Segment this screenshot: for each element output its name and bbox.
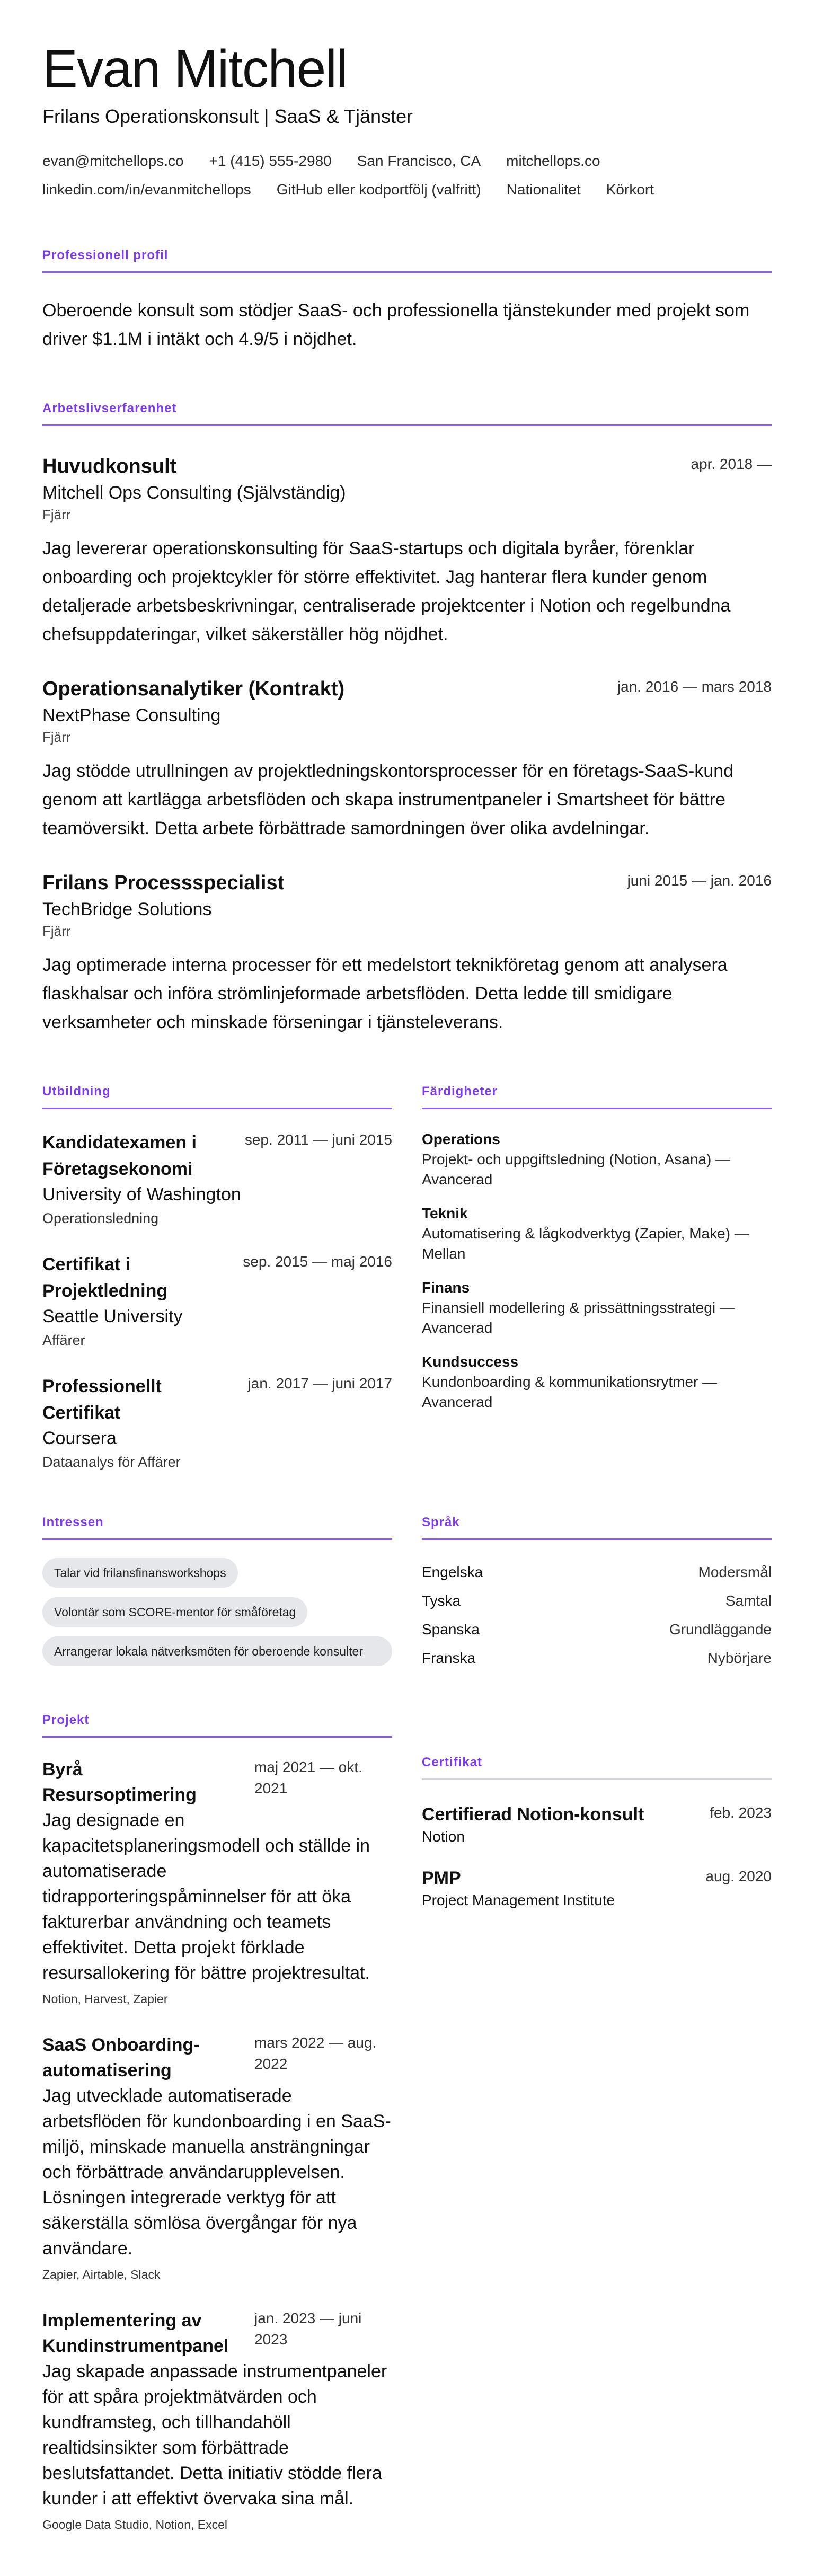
- candidate-name: Evan Mitchell: [42, 39, 348, 99]
- job-date: juni 2015 — jan. 2016: [627, 872, 772, 889]
- job-entry: [42, 870, 772, 1037]
- certificate-name: Certifierad Notion-konsult: [422, 1804, 644, 1825]
- interest-tag: Talar vid frilansfinansworkshops: [42, 1558, 238, 1588]
- language-level: Grundläggande: [669, 1621, 772, 1637]
- education-field: Dataanalys för Affärer: [42, 1454, 181, 1470]
- education-skills-row: [42, 1084, 772, 1473]
- project-title: Implementering av Kundinstrumentpanel: [42, 2311, 229, 2356]
- certificate-date: feb. 2023: [710, 1804, 772, 1821]
- skills-section: [422, 1084, 772, 1473]
- language-row: [422, 1558, 772, 1587]
- project-title: SaaS Onboarding-automatisering: [42, 2035, 200, 2081]
- skill-entry: [422, 1129, 772, 1190]
- job-title: Operationsanalytiker (Kontrakt): [42, 678, 345, 700]
- skill-name: Teknik: [422, 1205, 468, 1221]
- project-date: mars 2022 — aug. 2022: [254, 2034, 377, 2072]
- education-date: sep. 2015 — maj 2016: [243, 1253, 392, 1270]
- contact-location: San Francisco, CA: [357, 153, 481, 169]
- language-name: Tyska: [422, 1592, 461, 1609]
- interest-tag: Arrangerar lokala nätverksmöten för oberoende konsulter: [42, 1636, 392, 1666]
- job-entry: [42, 676, 772, 843]
- project-entry: [42, 2032, 392, 2283]
- interest-tags: [42, 1558, 392, 1666]
- skill-entry: [422, 1278, 772, 1338]
- job-date: jan. 2016 — mars 2018: [617, 678, 772, 695]
- interests-heading: Intressen: [42, 1515, 392, 1540]
- interests-section: [42, 1515, 392, 1672]
- language-row: [422, 1587, 772, 1615]
- education-degree: Professionellt Certifikat: [42, 1376, 162, 1423]
- contact-website[interactable]: mitchellops.co: [506, 153, 600, 169]
- education-date: jan. 2017 — juni 2017: [247, 1375, 392, 1392]
- job-description: Jag stödde utrullningen av projektledningskontorsprocesser för en företags-SaaS-kund genom att kartlägga arbetsflöden och skapa instrumentpaneler i Smartsheet för bättre teamöversikt. Detta arbete förbättrade samordningen över olika avdelningar.: [42, 761, 734, 838]
- language-row: [422, 1615, 772, 1644]
- skill-text: Finansiell modellering & prissättningsstrategi — Avancerad: [422, 1299, 735, 1336]
- projects-heading: Projekt: [42, 1713, 392, 1738]
- language-level: Samtal: [725, 1592, 772, 1609]
- interest-tag: Volontär som SCORE-mentor för småföretag: [42, 1597, 307, 1627]
- education-section: [42, 1084, 392, 1473]
- interests-languages-row: [42, 1515, 772, 1672]
- certificates-section: [422, 1713, 772, 2534]
- skill-name: Operations: [422, 1131, 500, 1147]
- certificate-entry: [422, 1866, 772, 1910]
- skill-text: Automatisering & lågkodverktyg (Zapier, Make) — Mellan: [422, 1225, 749, 1262]
- job-description: Jag levererar operationskonsulting för SaaS-startups och digitala byråer, förenklar onboarding och projektcykler för större effektivitet. Jag hanterar flera kunder genom detaljerade arbetsbeskrivningar, centraliserade projektcenter i Notion och regelbundna chefsuppdateringar, vilket säkerställer hög nöjdhet.: [42, 538, 731, 644]
- project-tools: Notion, Harvest, Zapier: [42, 1992, 168, 2006]
- contact-github[interactable]: GitHub eller kodportfölj (valfritt): [276, 181, 481, 198]
- education-entry: [42, 1129, 392, 1229]
- experience-section: [42, 401, 772, 1037]
- project-date: jan. 2023 — juni 2023: [254, 2310, 362, 2348]
- projects-certificates-row: [42, 1713, 772, 2534]
- education-entry: [42, 1373, 392, 1473]
- education-school: Coursera: [42, 1428, 117, 1448]
- language-name: Franska: [422, 1650, 476, 1666]
- education-entry: [42, 1251, 392, 1351]
- skill-text: Kundonboarding & kommunikationsrytmer — Avancerad: [422, 1374, 718, 1410]
- project-entry: [42, 2308, 392, 2534]
- candidate-headline: Frilans Operationskonsult | SaaS & Tjänster: [42, 105, 413, 127]
- certificate-issuer: Notion: [422, 1828, 465, 1845]
- education-school: University of Washington: [42, 1184, 241, 1205]
- job-description: Jag optimerade interna processer för ett medelstort teknikföretag genom att analysera flaskhalsar och införa strömlinjeformade arbetsflöden. Detta ledde till smidigare verksamheter och minskade förseningar i tjänsteleverans.: [42, 955, 728, 1032]
- job-company: Mitchell Ops Consulting (Självständig): [42, 483, 346, 503]
- job-location: Fjärr: [42, 923, 71, 939]
- skill-entry: [422, 1203, 772, 1264]
- skill-name: Finans: [422, 1279, 470, 1296]
- summary-text: Oberoende konsult som stödjer SaaS- och professionella tjänstekunder med projekt som driver $1.1M i intäkt och 4.9/5 i nöjdhet.: [42, 300, 750, 349]
- job-title: Frilans Processspecialist: [42, 872, 285, 894]
- project-tools: Google Data Studio, Notion, Excel: [42, 2518, 228, 2531]
- certificate-issuer: Project Management Institute: [422, 1892, 615, 1908]
- education-date: sep. 2011 — juni 2015: [244, 1131, 392, 1148]
- summary-heading: Professionell profil: [42, 248, 772, 273]
- language-row: [422, 1644, 772, 1672]
- project-date: maj 2021 — okt. 2021: [254, 1759, 362, 1796]
- languages-section: [422, 1515, 772, 1672]
- language-level: Modersmål: [698, 1564, 772, 1580]
- project-description: Jag utvecklade automatiserade arbetsflöden för kundonboarding i en SaaS-miljö, minskade manuella ansträngningar och förbättrade användarupplevelsen. Lösningen integrerade verktyg för att säkerställa sömlösa övergångar för nya användare.: [42, 2086, 391, 2259]
- education-school: Seattle University: [42, 1306, 183, 1326]
- skill-entry: [422, 1352, 772, 1412]
- job-entry: [42, 454, 772, 649]
- contact-phone[interactable]: +1 (415) 555-2980: [209, 153, 332, 169]
- language-name: Spanska: [422, 1621, 480, 1637]
- skill-name: Kundsuccess: [422, 1353, 519, 1370]
- education-degree: Kandidatexamen i Företagsekonomi: [42, 1132, 197, 1179]
- certificates-heading: Certifikat: [422, 1755, 772, 1780]
- project-tools: Zapier, Airtable, Slack: [42, 2268, 161, 2281]
- language-name: Engelska: [422, 1564, 483, 1580]
- languages-heading: Språk: [422, 1515, 772, 1540]
- education-field: Operationsledning: [42, 1210, 159, 1226]
- project-description: Jag skapade anpassade instrumentpaneler för att spåra projektmätvärden och kundframsteg, och tillhandahöll realtidsinsikter som förbättrade beslutsfattandet. Detta initiativ stödde flera kunder i att effektivt övervaka sina mål.: [42, 2361, 387, 2509]
- education-heading: Utbildning: [42, 1084, 392, 1109]
- job-title: Huvudkonsult: [42, 455, 177, 477]
- education-degree: Certifikat i Projektledning: [42, 1254, 168, 1301]
- contact-license: Körkort: [606, 181, 654, 198]
- certificate-entry: [422, 1802, 772, 1847]
- project-description: Jag designade en kapacitetsplaneringsmodell och ställde in automatiserade tidrapporteringspåminnelser för att öka fakturerbar användning och teamets effektivitet. Detta projekt förklade resursallokering för bättre projektresultat.: [42, 1810, 370, 1983]
- projects-section: [42, 1713, 392, 2534]
- certificate-name: PMP: [422, 1868, 461, 1888]
- contact-nationality: Nationalitet: [506, 181, 581, 198]
- project-title: Byrå Resursoptimering: [42, 1759, 197, 1805]
- experience-heading: Arbetslivserfarenhet: [42, 401, 772, 426]
- skills-heading: Färdigheter: [422, 1084, 772, 1109]
- language-level: Nybörjare: [707, 1650, 772, 1666]
- contact-list: [42, 152, 678, 199]
- summary-section: [42, 248, 772, 353]
- job-location: Fjärr: [42, 507, 71, 523]
- contact-email[interactable]: evan@mitchellops.co: [42, 153, 184, 169]
- job-company: TechBridge Solutions: [42, 899, 212, 919]
- project-entry: [42, 1757, 392, 2008]
- education-field: Affärer: [42, 1332, 85, 1348]
- contact-linkedin[interactable]: linkedin.com/in/evanmitchellops: [42, 181, 251, 198]
- skill-text: Projekt- och uppgiftsledning (Notion, Asana) — Avancerad: [422, 1151, 731, 1188]
- resume-header: [42, 37, 772, 199]
- job-company: NextPhase Consulting: [42, 705, 221, 725]
- job-location: Fjärr: [42, 729, 71, 745]
- certificate-date: aug. 2020: [705, 1868, 772, 1884]
- job-date: apr. 2018 —: [691, 456, 772, 472]
